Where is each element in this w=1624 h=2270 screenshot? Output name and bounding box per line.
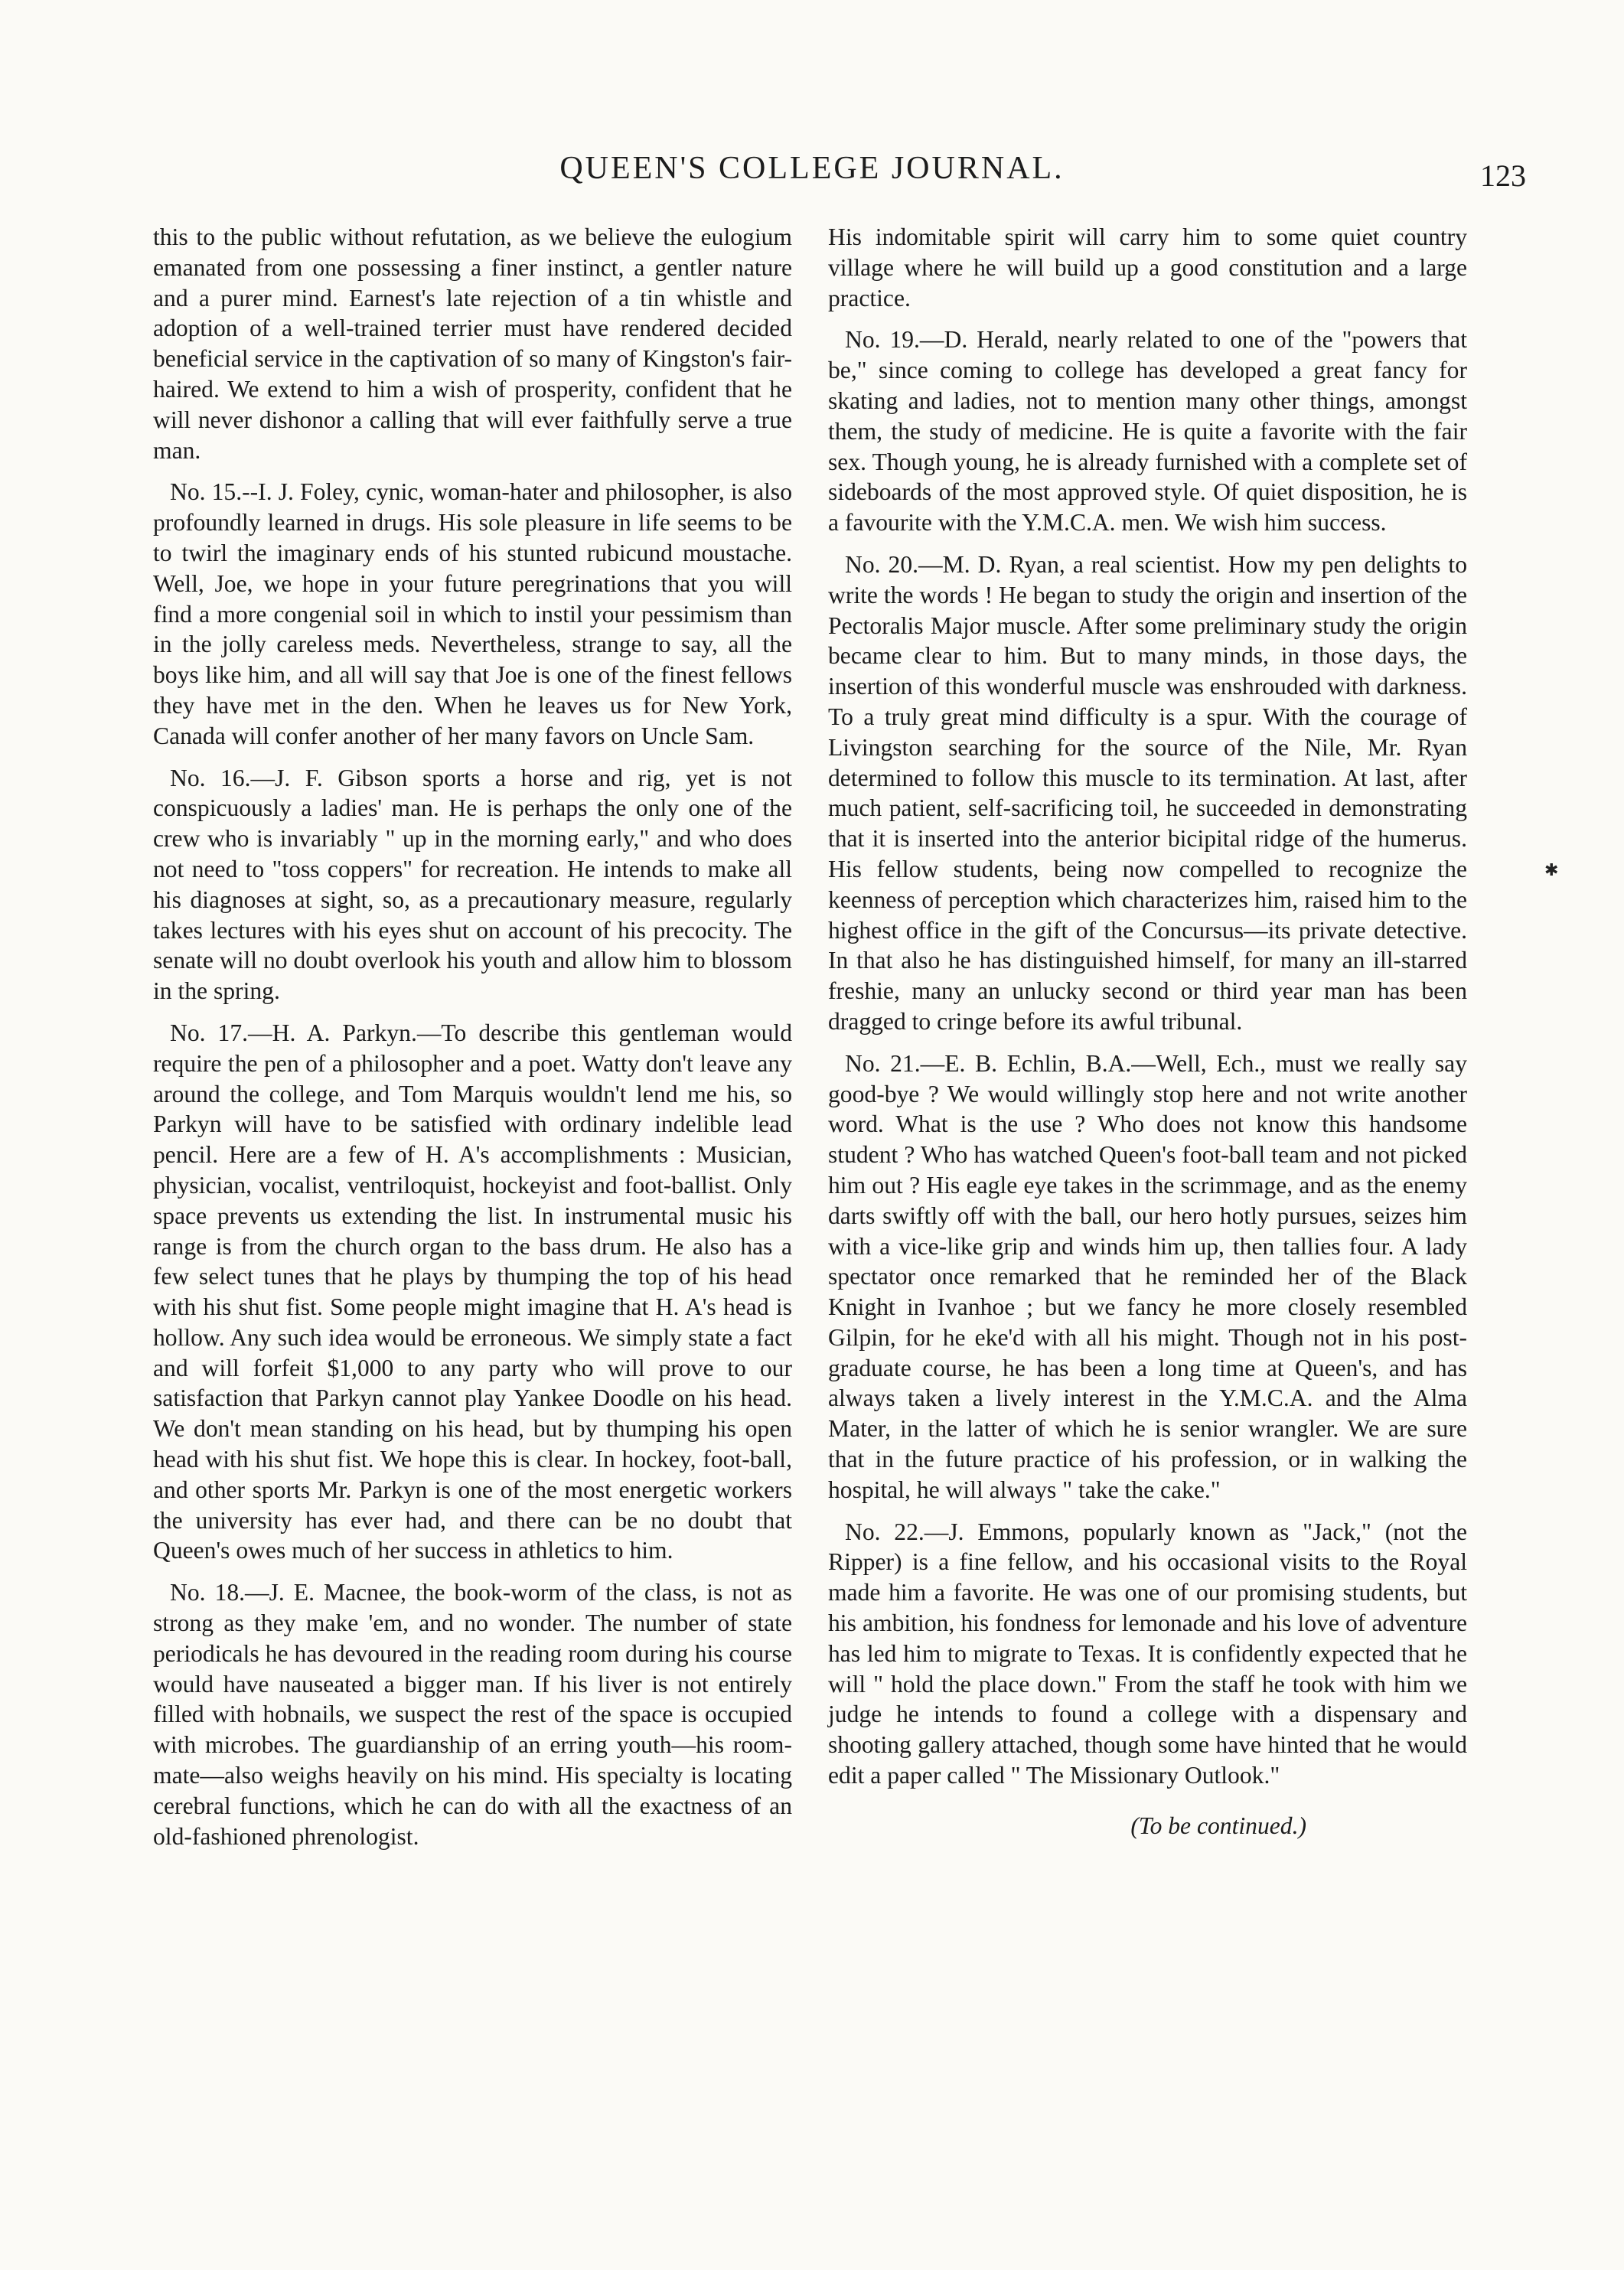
paragraph-continuation: His indomitable spirit will carry him to some quiet country village where he will build up a good constitution and a large practice. [828,223,1467,311]
entry-no-22: No. 22.—J. Emmons, popularly known as "Jack," (not the Ripper) is a fine fellow, and his occasional visits to the Royal made him a favorite. He was one of our promising students, but his ambition, his fondness for lemonade and his love of adventure has led him to migrate to Texas. It is confidently expected that he will " hold the place down." From the staff he took with him we judge he intends to found a college with a dispensary and shooting gallery attached, though some have hinted that he would edit a paper called " The Missionary Outlook." [828,1518,1467,1789]
entry-no-15: No. 15.--I. J. Foley, cynic, woman-hater and philosopher, is also profoundly learned in drugs. His sole pleasure in life seems to be to twirl the imaginary ends of his stunted rubicund moustache. Well, Joe, we hope in your future peregrinations that you will find a more congenial soil in which to instil your pessimism than in the jolly careless meds. Nevertheless, strange to say, all the boys like him, and all will say that Joe is one of the finest fellows they have met in the den. When he leaves us for New York, Canada will confer another of her many favors on Uncle Sam. [153,478,792,749]
entry-no-16: No. 16.—J. F. Gibson sports a horse and rig, yet is not conspicuously a ladies' man. He is perhaps the only one of the crew who is invariably " up in the morning early," and who does not need to "toss coppers" for recreation. He intends to make all his diagnoses at sight, so, as a precautionary measure, regularly takes lectures with his eyes shut on account of his precocity. The senate will no doubt overlook his youth and allow him to blossom in the spring. [153,764,792,1005]
entry-no-17: No. 17.—H. A. Parkyn.—To describe this gentleman would require the pen of a philosopher and a poet. Watty don't leave any around the college, and Tom Marquis wouldn't lend me his, so Parkyn will have to be satisfied with ordinary indelible lead pencil. Here are a few of H. A's accomplishments : Musician, physician, vocalist, ventriloquist, hockeyist and foot-ballist. Only space prevents us extending the list. In instrumental music his range is from the church organ to the bass drum. He also has a few select tunes that he plays by thumping the top of his head with his shut fist. Some people might imagine that H. A's head is hollow. Any such idea would be erroneous. We simply state a fact and will forfeit $1,000 to any party who will prove to our satisfaction that Parkyn cannot play Yankee Doodle on his head. We don't mean standing on his head, but by thumping his open head with his shut fist. We hope this is clear. In hockey, foot-ball, and other sports Mr. Parkyn is one of the most energetic workers the university has ever had, and there can be no doubt that Queen's owes much of her success in athletics to him. [153,1019,792,1564]
running-title: QUEEN'S COLLEGE JOURNAL. [559,151,1065,186]
entry-no-19: No. 19.—D. Herald, nearly related to one of the "powers that be," since coming to college has developed a great fancy for skating and ladies, not to mention many other things, amongst them, the study of medicine. He is quite a favorite with the fair sex. Though young, he is already furnished with a complete set of sideboards of the most approved style. Of quiet disposition, he is a favourite with the Y.M.C.A. men. We wish him success. [828,326,1467,537]
page-header [0,150,1624,204]
right-column [828,222,1467,1841]
page-number: 123 [1480,158,1526,193]
ink-speck-mark: ✱ [1544,860,1559,879]
to-be-continued: (To be continued.) [1130,1812,1306,1839]
entry-no-21: No. 21.—E. B. Echlin, B.A.—Well, Ech., must we really say good-bye ? We would willingly stop here and not write another word. What is the use ? Who does not know this handsome student ? Who has watched Queen's foot-ball team and not picked him out ? His eagle eye takes in the scrimmage, and as the enemy darts swiftly off with the ball, our hero hotly pursues, seizes him with a vice-like grip and winds him up, then tallies four. A lady spectator once remarked that he reminded her of the Black Knight in Ivanhoe ; but we fancy he more closely resembled Gilpin, for he eke'd with all his might. Though not in his post-graduate course, he has been a long time at Queen's, and has always taken a lively interest in the Y.M.C.A. and the Alma Mater, in the latter of which he is senior wrangler. We are sure that in the future practice of his profession, or in walking the hospital, he will always " take the cake." [828,1049,1467,1503]
entry-no-18: No. 18.—J. E. Macnee, the book-worm of the class, is not as strong as they make 'em, and no wonder. The number of state periodicals he has devoured in the reading room during his course would have nauseated a bigger man. If his liver is not entirely filled with hobnails, we suspect the rest of the space is occupied with microbes. The guardianship of an erring youth—his room-mate—also weighs heavily on his mind. His specialty is locating cerebral functions, which he can do with all the exactness of an old-fashioned phrenologist. [153,1579,792,1850]
entry-no-20: No. 20.—M. D. Ryan, a real scientist. How my pen delights to write the words ! He began to study the origin and insertion of the Pectoralis Major muscle. After some preliminary study the origin became clear to him. But to many minds, in those days, the insertion of this wonderful muscle was enshrouded with darkness. To a truly great mind difficulty is a spur. With the courage of Livingston searching for the source of the Nile, Mr. Ryan determined to follow this muscle to its termination. At last, after much patient, self-sacrificing toil, he succeeded in demonstrating that it is inserted into the anterior bicipital ridge of the humerus. His fellow students, being now compelled to recognize the keenness of perception which characterizes him, raised him to the highest office in the gift of the Concursus—its private detective. In that also he has distinguished himself, for many an ill-starred freshie, many an unlucky second or third year man has been dragged to cringe before its awful tribunal. [828,550,1467,1035]
left-column [153,222,792,1863]
paragraph-continuation: this to the public without refutation, as we believe the eulogium emanated from one possessing a finer instinct, a gentler nature and a purer mind. Earnest's late rejection of a tin whistle and adoption of a well-trained terrier must have rendered decided beneficial service in the captivation of so many of Kingston's fair-haired. We extend to him a wish of prosperity, confident that he will never dishonor a calling that will ever faithfully serve a true man. [153,223,793,464]
